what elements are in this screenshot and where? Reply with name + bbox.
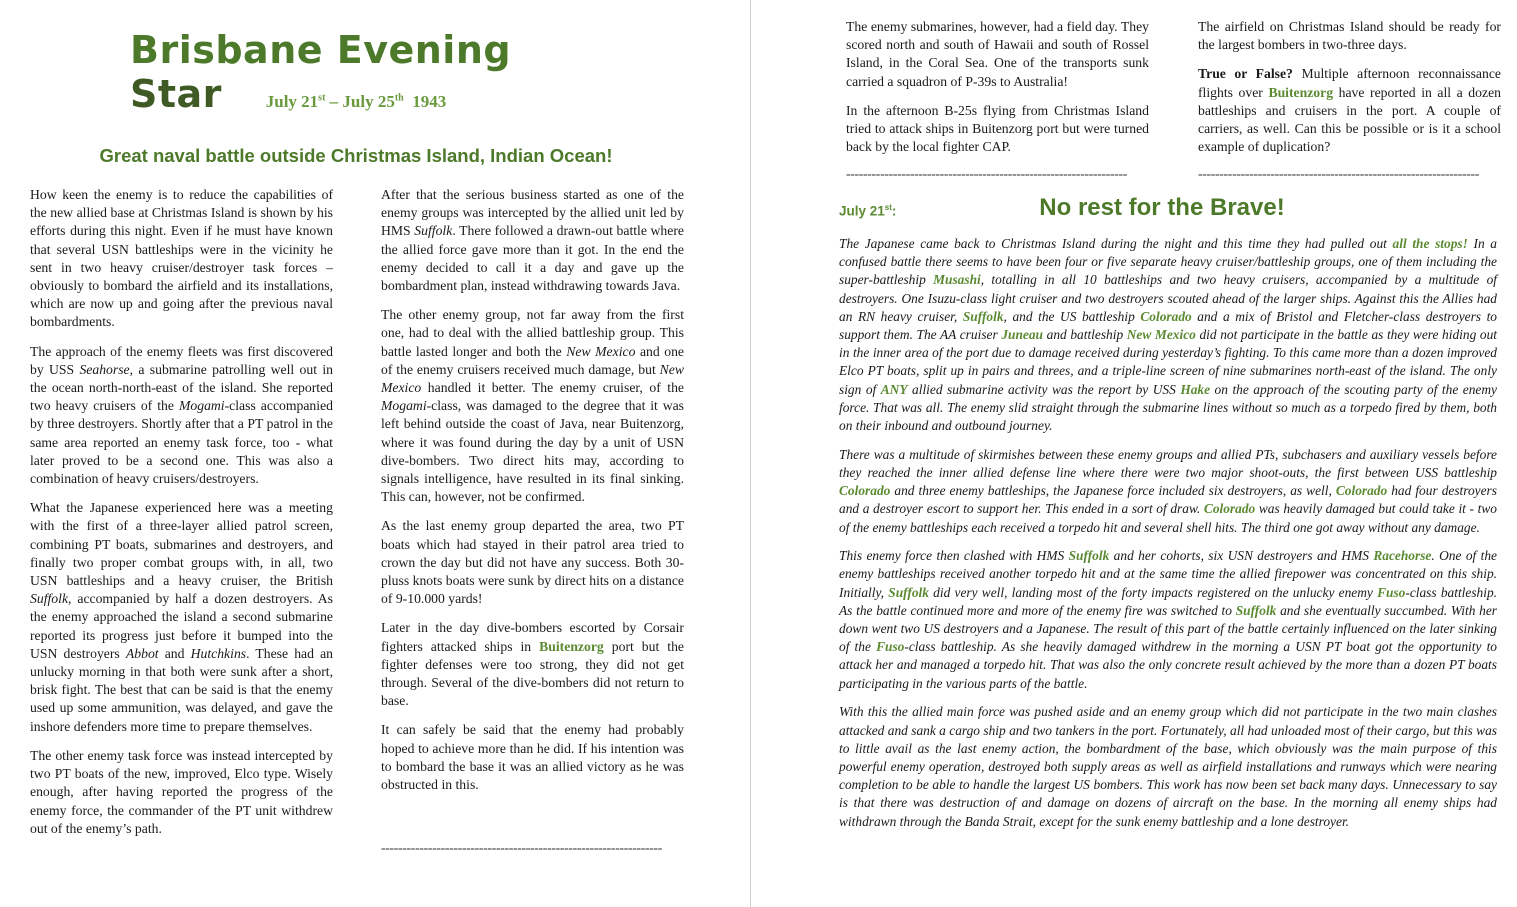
highlighted-name: ANY [880,381,908,397]
ship-name: New Mexico [381,361,684,396]
lead-headline: Great naval battle outside Christmas Island, Indian Ocean! [99,145,613,166]
ship-class: Mogami [381,398,427,414]
text-run: on the approach of the scouting party of the enemy force. That was all. The enemy slid straight through the submarine lines without so much as a torpedo fired by them, both on their inbound and outbound journey. [839,381,1497,434]
paragraph: In the afternoon B-25s flying from Christmas Island tried to attack ships in Buitenzorg port but were turned back by the local fighter CAP. [846,102,1149,155]
story-body [839,235,1497,841]
text-run: allied submarine activity was the report by USS [907,381,1181,397]
text-run: and her cohorts, six USN destroyers and HMS [1109,548,1374,564]
text-run: . One of the enemy battleships received another torpedo hit and at the same time the allied firepower was concentrated on this ship. Initially, [839,548,1497,600]
masthead-star: Star [130,72,222,116]
ship-name: New Mexico [566,343,636,359]
story-headline: No rest for the Brave! [1039,194,1285,221]
place-name: Buitenzorg [539,638,604,654]
masthead-name: Brisbane Evening [130,28,512,72]
date-to-suffix: th [394,92,404,104]
text-run: , and the US battleship [1003,308,1141,324]
text-run: and a mix of Bristol and Fletcher-class destroyers to support them. The AA cruiser [839,308,1497,343]
dashed-separator: ------------------------------------------------------------------ [846,166,1128,181]
highlighted-name: Musashi [933,272,981,288]
paragraph: It can safely be said that the enemy had probably hoped to achieve more than he did. If his intention was to bombard the base it was an allied victory as he was obstructed in this. [381,722,684,793]
text-run: , totalling in all 10 battleships and two heavy cruisers, accompanied by a multitude of destroyers. One Isuzu-class light cruiser and two destroyers scouted ahead of the larger ships. Against this the Allies had an RN heavy cruiser, [839,272,1497,324]
top-column-2 [1198,18,1501,167]
text-run: and she eventually succumbed. With her down went two US destroyers and a Japanese. The result of this part of the battle certainly influenced on the later sinking of the [839,602,1497,655]
highlighted-name: Racehorse [1373,548,1432,564]
paragraph [839,235,1497,435]
text-run: This enemy force then clashed with HMS [839,548,1069,564]
paragraph: How keen the enemy is to reduce the capabilities of the new allied base at Christmas Island is shown by his efforts during this night. Even if he must have known that several USN battleships were in the vicinity he sent in two heavy cruiser/destroyer task forces – obviously to bombard the airfield and its installations, which are now up and going after the previous naval bombardments. [30,187,333,330]
story-date: July 21st: [839,203,897,219]
text-run: and battleship [1043,327,1127,343]
lead-column-2 [381,186,684,805]
date-from: July 21 [265,92,319,111]
true-or-false-label: True or False? [1198,66,1293,82]
paragraph: The other enemy group, not far away from the first one, had to deal with the allied battleship group. This battle lasted longer and both the New Mexico and one of the enemy cruisers received much damage, but New Mexico handled it better. The enemy cruiser, of the Mogami-class, was damaged to the degree that it was left behind outside the coast of Java, near Buitenzorg, where it was found during the day by a unit of USN dive-bombers. Two direct hits may, according to signals intelligence, have resulted in its final sinking. This can, however, not be confirmed. [381,307,684,505]
dashed-separator: ------------------------------------------------------------------ [1198,166,1480,181]
highlighted-name: Colorado [1203,501,1256,517]
ship-name: Suffolk [414,223,453,239]
page-divider [750,0,751,907]
text-run: -class battleship. As she heavily damaged withdrew in the morning a USN PT boat got the opportunity to attack her and managed a torpedo hit. That was also the only concrete result achieved by the more than a dozen PT boats participating in the various parts of the battle. [839,639,1497,691]
date-from-suffix: st [318,92,326,104]
highlighted-name: Suffolk [888,584,929,600]
paragraph: The other enemy task force was instead intercepted by two PT boats of the new, improved, Elco type. Wisely enough, after having reported the progress of the enemy force, the commander of the PT unit withdrew out of the enemy’s path. [30,747,333,836]
ship-name: Hutchkins [190,645,247,661]
text-run: There was a multitude of skirmishes between these enemy groups and allied PTs, subchasers and auxiliary vessels before they reached the inner allied defense line where there were two major shoot-outs, the first between USS battleship [839,446,1497,480]
highlighted-name: Colorado [839,483,891,499]
highlighted-name: Fuso [876,639,905,655]
date-year: 1943 [403,92,447,111]
issue-dateline [0,92,712,112]
text-run: was heavily damaged but could take it - two of the enemy battleships each received a torpedo hit and several shell hits. The third one got away without any damage. [839,501,1497,535]
ship-name: Suffolk [30,591,69,607]
highlighted-name: Colorado [1140,308,1192,324]
left-page [0,0,750,907]
text-run: The Japanese came back to Christmas Island during the night and this time they had pulled out [839,236,1393,251]
dashed-separator: ------------------------------------------------------------------ [381,840,663,855]
paragraph [839,446,1497,537]
paragraph: The airfield on Christmas Island should be ready for the largest bombers in two-three days. [1198,19,1501,53]
text-run: and three enemy battleships, the Japanese force included six destroyers, as well, [890,483,1336,499]
top-column-1 [846,18,1149,167]
date-to: July 25 [342,92,395,111]
ship-name: Abbot [125,645,159,661]
paragraph: What the Japanese experienced here was a meeting with the first of a three-layer allied patrol screen, combining PT boats, submarines and destroyers, and finally two proper combat groups with, in all, two USN battleships and a heavy cruiser, the British Suffolk, accompanied by half a dozen destroyers. As the enemy approached the island a second submarine reported its progress just before it bumped into the USN destroyers Abbot and Hutchkins. These had an unlucky morning in that both were sunk after a short, brisk fight. The best that can be said is that the enemy used up some ammunition, was delayed, and gave the inshore defenders more time to prepare themselves. [30,500,334,734]
highlighted-name: Fuso [1377,584,1406,600]
paragraph: True or False? Multiple afternoon reconnaissance flights over Buitenzorg have reported in all a dozen battleships and cruisers in the port. A couple of carriers, as well. Can this be possible or is it a school example of duplication? [1198,66,1501,155]
highlighted-name: Suffolk [1068,548,1110,564]
right-page [752,0,1517,907]
paragraph: After that the serious business started as one of the enemy groups was intercepted by the allied unit led by HMS Suffolk. There followed a drawn-out battle where the allied force gave more than it got. In the end the enemy decided to call it a day and gave up the bombardment plan, instead withdrawing towards Java. [381,187,684,294]
paragraph: Later in the day dive-bombers escorted by Corsair fighters attacked ships in Buitenzorg port but the fighter defenses were too strong, they did not get through. Several of the dive-bombers did not return to base. [381,620,684,709]
ship-class: Mogami [178,398,225,414]
lead-column-1 [30,186,333,849]
text-run: did not participate in the battle as they were hiding out in the inner area of the port due to damage received during yesterday’s fighting. To this came more than a dozen improved Elco PT boats, split up in pairs and threes, and a triple-line screen of nine submarines north-east of the island. The only sign of [839,327,1497,397]
date-separator: – [325,92,343,111]
text-run: In a confused battle there seems to have been four or five separate heavy cruiser/battleship groups, one of them including the super-battleship [839,236,1497,288]
paragraph: The approach of the enemy fleets was first discovered by USS Seahorse, a submarine patrolling well out in the ocean north-north-east of the island. She reported two heavy cruisers of the Mogami-class accompanied by three destroyers. Shortly after that a PT patrol in the same area reported an enemy task force, too - what later proved to be a second one. This was also a combination of heavy cruisers/destroyers. [30,343,334,487]
text-run: had four destroyers and a destroyer escort to support her. This ended in a sort of draw. [839,483,1497,517]
highlighted-name: New Mexico [1126,327,1196,343]
highlighted-name: Juneau [1001,327,1043,343]
highlighted-name: Suffolk [962,308,1004,324]
highlighted-name: Suffolk [1235,602,1277,618]
highlighted-name: all the stops! [1392,236,1468,251]
text-run: did very well, landing most of the forty impacts registered on the unlucky enemy [928,584,1378,600]
highlighted-name: Hake [1180,381,1211,397]
paragraph: As the last enemy group departed the area, two PT boats which had stayed in their patrol area tried to crown the day but did not have any success. Both 30-pluss knots boats were sunk by direct hits on a distance of 9-10.000 yards! [381,518,684,607]
highlighted-name: Colorado [1335,483,1388,499]
text-run: -class battleship. As the battle continued more and more of the enemy fire was switched to [839,584,1497,618]
paragraph: The enemy submarines, however, had a field day. They scored north and south of Hawaii and south of Rossel Island, in the Coral Sea. One of the transports sunk carried a squadron of P-39s to Australia! [846,19,1149,89]
place-name: Buitenzorg [1268,84,1334,100]
paragraph [839,547,1497,693]
paragraph: With this the allied main force was pushed aside and an enemy group which did not participate in the two main clashes attacked and sank a cargo ship and two tankers in the port. Fortunately, all had unloaded most of their cargo, but this was to little avail as the last enemy action, the bombardment of the base, which obviously was the main purpose of this powerful enemy operation, destroyed both supply areas as well as airfield installations and runways which were nearing completion to be able to handle the largest US bombers. This work has now been set back many days. Unnecessary to say is that there was destruction of and damage on dozens of aircraft on the base. In the morning all enemy ships had withdrawn through the Banda Strait, except for the sunk enemy battleship and a lone destroyer. [839,704,1497,829]
ship-name: Seahorse [79,361,130,377]
